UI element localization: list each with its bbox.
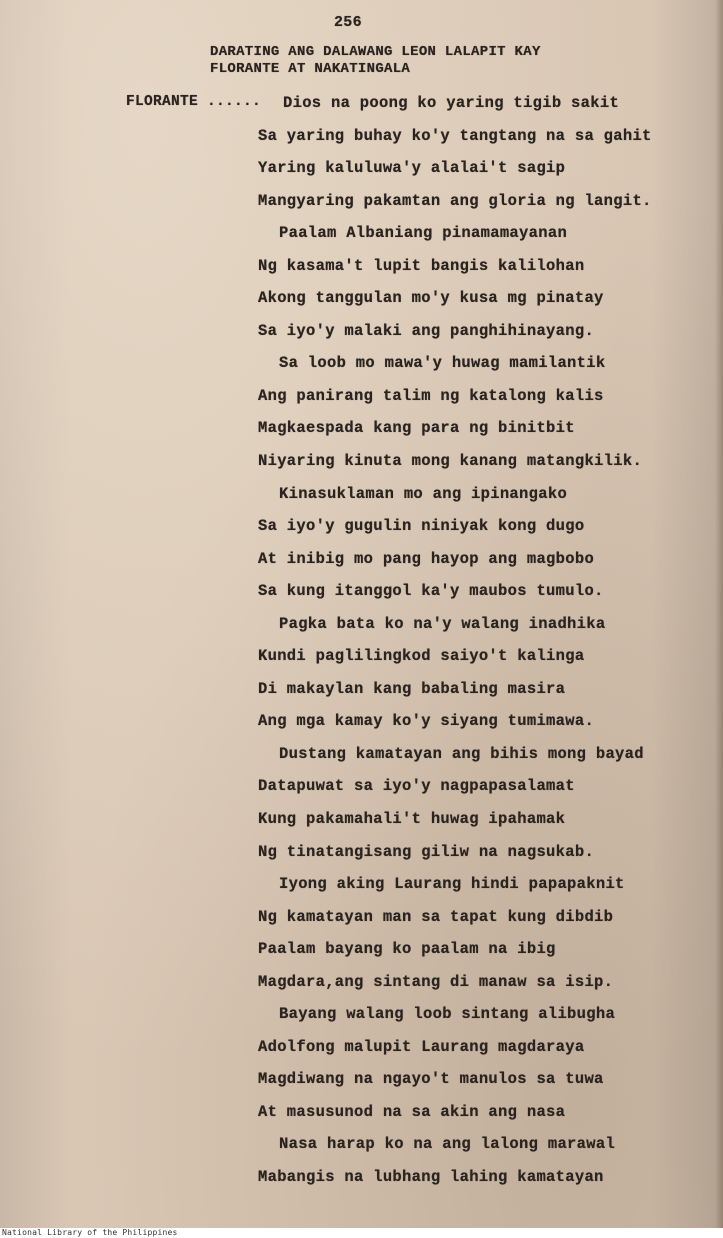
verse-line: Datapuwat sa iyo'y nagpapasalamat	[258, 777, 575, 795]
verse-line: Bayang walang loob sintang alibugha	[279, 1005, 616, 1023]
verse-line: Sa kung itanggol ka'y maubos tumulo.	[258, 582, 604, 600]
verse-line: Akong tanggulan mo'y kusa mg pinatay	[258, 289, 604, 307]
verse-line: Ng kamatayan man sa tapat kung dibdib	[258, 908, 614, 926]
verse-line: Magdara,ang sintang di manaw sa isip.	[258, 973, 614, 991]
verse-line: Pagka bata ko na'y walang inadhika	[279, 615, 606, 633]
verse-line: At masusunod na sa akin ang nasa	[258, 1103, 566, 1121]
verse-line: Niyaring kinuta mong kanang matangkilik.	[258, 452, 643, 470]
verse-line: Mabangis na lubhang lahing kamatayan	[258, 1168, 604, 1186]
verse-line: Paalam Albaniang pinamamayanan	[279, 224, 568, 242]
verse-line: Nasa harap ko na ang lalong marawal	[279, 1135, 616, 1153]
heading-line-1: DARATING ANG DALAWANG LEON LALAPIT KAY	[210, 44, 541, 60]
footer-credit: National Library of the Philippines	[2, 1228, 178, 1237]
verse-line: Sa yaring buhay ko'y tangtang na sa gahit	[258, 127, 652, 145]
verse-line: Ang mga kamay ko'y siyang tumimawa.	[258, 712, 595, 730]
verse-line: Ang panirang talim ng katalong kalis	[258, 387, 604, 405]
verse-line: Kundi paglilingkod saiyo't kalinga	[258, 647, 585, 665]
verse-line: Ng kasama't lupit bangis kalilohan	[258, 257, 585, 275]
page-edge-shadow	[715, 0, 723, 1228]
speaker-label: FLORANTE ......	[126, 94, 262, 110]
verse-line: Dustang kamatayan ang bihis mong bayad	[279, 745, 644, 763]
verse-line: Paalam bayang ko paalam na ibig	[258, 940, 556, 958]
verse-line: Sa loob mo mawa'y huwag mamilantik	[279, 354, 606, 372]
verse-line: Iyong aking Laurang hindi papapaknit	[279, 875, 625, 893]
heading-line-2: FLORANTE AT NAKATINGALA	[210, 61, 411, 77]
verse-line: Yaring kaluluwa'y alalai't sagip	[258, 159, 566, 177]
verse-line: Di makaylan kang babaling masira	[258, 680, 566, 698]
verse-line: Mangyaring pakamtan ang gloria ng langit.	[258, 192, 652, 210]
verse-line: At inibig mo pang hayop ang magbobo	[258, 550, 595, 568]
verse-line: Dios na poong ko yaring tigib sakit	[283, 94, 620, 112]
verse-line: Kung pakamahali't huwag ipahamak	[258, 810, 566, 828]
page-number: 256	[334, 14, 362, 31]
verse-line: Ng tinatangisang giliw na nagsukab.	[258, 843, 595, 861]
verse-line: Sa iyo'y malaki ang panghihinayang.	[258, 322, 595, 340]
verse-line: Magdiwang na ngayo't manulos sa tuwa	[258, 1070, 604, 1088]
verse-line: Adolfong malupit Laurang magdaraya	[258, 1038, 585, 1056]
verse-line: Sa iyo'y gugulin niniyak kong dugo	[258, 517, 585, 535]
verse-line: Kinasuklaman mo ang ipinangako	[279, 485, 568, 503]
verse-line: Magkaespada kang para ng binitbit	[258, 419, 575, 437]
